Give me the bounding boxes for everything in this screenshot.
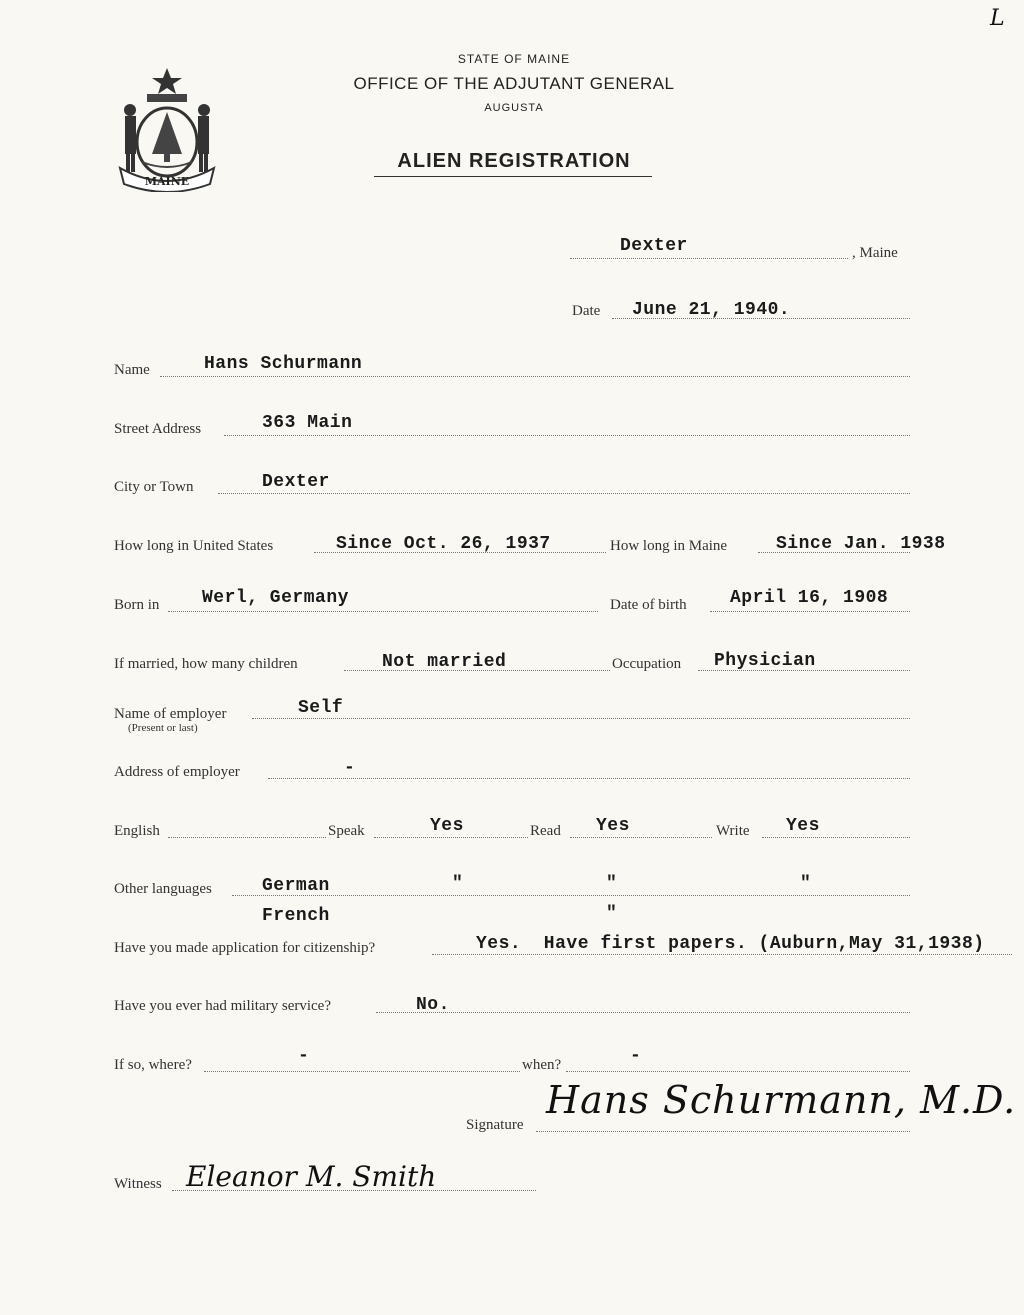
military-value: No. — [416, 995, 450, 1015]
how-long-us-value: Since Oct. 26, 1937 — [336, 534, 551, 554]
how-long-us-label: How long in United States — [114, 538, 274, 554]
employer-sublabel: (Present or last) — [128, 722, 198, 734]
date-label: Date — [572, 303, 601, 319]
employer-address-value: - — [344, 758, 356, 778]
how-long-maine-label: How long in Maine — [610, 538, 728, 554]
city-value: Dexter — [262, 472, 330, 492]
title-underline — [374, 176, 652, 177]
street-label: Street Address — [114, 421, 202, 437]
speak-label: Speak — [328, 823, 365, 839]
when-label: when? — [522, 1057, 562, 1073]
witness-label: Witness — [114, 1176, 162, 1192]
born-in-label: Born in — [114, 597, 160, 613]
employer-address-label: Address of employer — [114, 764, 240, 780]
city-label: City or Town — [114, 479, 194, 495]
other-languages-label: Other languages — [114, 881, 212, 897]
where-label: If so, where? — [114, 1057, 192, 1073]
language-1-write: " — [800, 874, 812, 894]
occupation-label: Occupation — [612, 656, 682, 672]
maine-seal-icon — [112, 64, 222, 192]
header-city: AUGUSTA — [484, 102, 544, 114]
citizenship-value: Yes. Have first papers. (Auburn,May 31,1938) — [476, 934, 985, 954]
children-label: If married, how many children — [114, 656, 298, 672]
name-label: Name — [114, 362, 150, 378]
signature-value: Hans Schurmann, M.D. — [546, 1078, 1017, 1122]
english-label: English — [114, 823, 160, 839]
born-in-value: Werl, Germany — [202, 588, 349, 608]
speak-value: Yes — [430, 816, 464, 836]
witness-value: Eleanor M. Smith — [186, 1160, 437, 1193]
write-value: Yes — [786, 816, 820, 836]
language-1-read: " — [606, 874, 618, 894]
military-label: Have you ever had military service? — [114, 998, 331, 1014]
header-office: OFFICE OF THE ADJUTANT GENERAL — [353, 74, 675, 93]
employer-value: Self — [298, 698, 344, 718]
language-1: German — [262, 876, 330, 896]
how-long-maine-value: Since Jan. 1938 — [776, 534, 946, 554]
form-title: ALIEN REGISTRATION — [397, 150, 631, 172]
when-value: - — [630, 1046, 642, 1066]
header-state: STATE OF MAINE — [457, 52, 571, 66]
name-value: Hans Schurmann — [204, 354, 363, 374]
dob-label: Date of birth — [610, 597, 687, 613]
signature-label: Signature — [466, 1117, 524, 1133]
read-label: Read — [530, 823, 561, 839]
where-value: - — [298, 1046, 310, 1066]
language-2-read: " — [606, 904, 618, 924]
citizenship-label: Have you made application for citizenship? — [114, 940, 376, 956]
children-value: Not married — [382, 652, 507, 672]
svg-text:MAINE: MAINE — [144, 175, 190, 188]
read-value: Yes — [596, 816, 630, 836]
language-1-speak: " — [452, 874, 464, 894]
occupation-value: Physician — [714, 651, 816, 671]
date-value: June 21, 1940. — [632, 300, 791, 320]
location-town: Dexter — [620, 236, 688, 256]
write-label: Write — [716, 823, 750, 839]
location-state: , Maine — [852, 245, 898, 261]
language-2: French — [262, 906, 330, 926]
dob-value: April 16, 1908 — [730, 588, 889, 608]
corner-mark: L — [990, 6, 1005, 31]
street-value: 363 Main — [262, 413, 353, 433]
employer-label: Name of employer — [114, 706, 227, 722]
